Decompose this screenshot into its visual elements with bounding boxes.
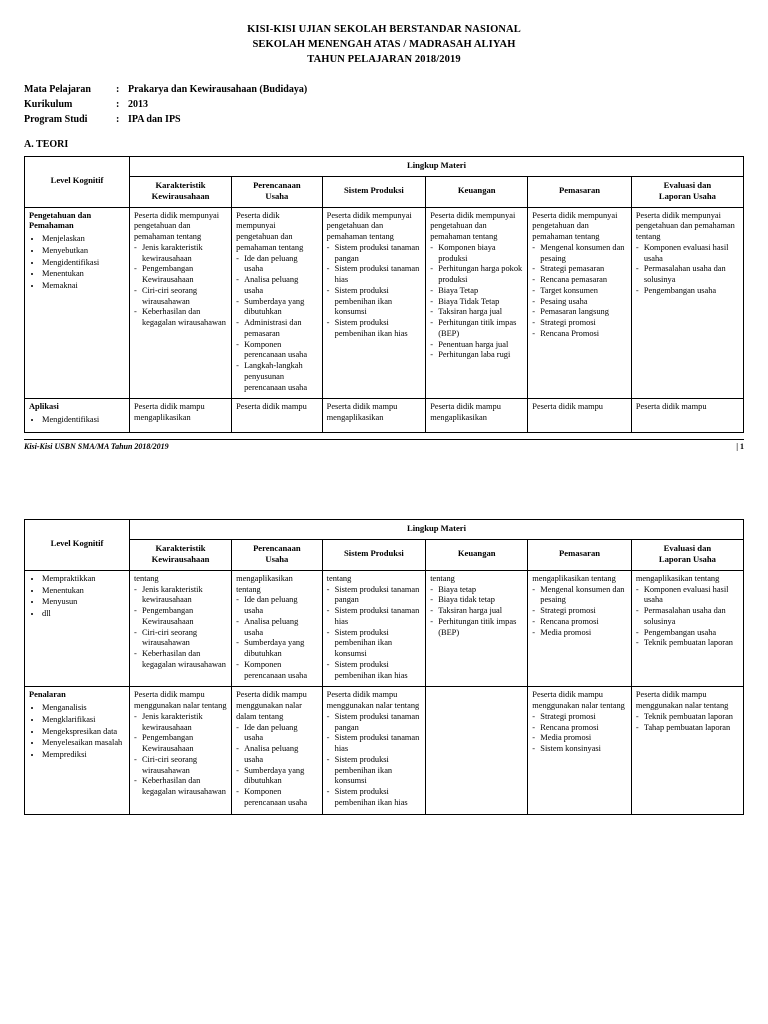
list-item: - Pengembangan Kewirausahaan	[134, 733, 227, 755]
list-item: - Pengembangan Kewirausahaan	[134, 606, 227, 628]
cell-sistem-produksi-aplikasi: Peserta didik mampu mengaplikasikan	[322, 399, 426, 433]
cell-sistem-produksi-pengetahuan	[322, 207, 426, 399]
meta-label-subject: Mata Pelajaran	[24, 83, 91, 95]
list-item: - Media promosi	[532, 733, 627, 744]
list-item: - Administrasi dan pemasaran	[236, 318, 318, 340]
list-item: • Menyelesaikan masalah	[42, 738, 125, 749]
cell-dash-list	[134, 585, 227, 671]
list-item: - Jenis karakteristik kewirausahaan	[134, 243, 227, 265]
list-item: - Biaya tidak tetap	[430, 595, 523, 606]
list-item: - Sistem produksi pembenihan ikan hias	[327, 787, 422, 809]
list-item: • Menentukan	[42, 586, 125, 597]
cell-intro: Peserta didik mampu menggunakan nalar dalam tentang	[236, 690, 307, 721]
list-item: - Komponen perencanaan usaha	[236, 787, 318, 809]
list-item: - Keberhasilan dan kegagalan wirausahawan	[134, 649, 227, 671]
list-item: • Mempraktikkan	[42, 574, 125, 585]
cell-perencanaan-penalaran	[232, 687, 323, 814]
cell-dash-list	[327, 243, 422, 340]
list-item: - Sistem produksi pembenihan ikan hias	[327, 318, 422, 340]
table-row	[25, 570, 744, 687]
cell-sistem-produksi-penalaran	[322, 687, 426, 814]
cell-intro: tentang	[430, 573, 455, 583]
list-item: - Keberhasilan dan kegagalan wirausahawan	[134, 776, 227, 798]
document-page-1	[0, 0, 768, 461]
list-item: - Komponen perencanaan usaha	[236, 340, 318, 362]
cell-intro: mengaplikasikan tentang	[635, 573, 720, 583]
list-item: • Mengklarifikasi	[42, 715, 125, 726]
cell-karakteristik-pengetahuan	[129, 207, 231, 399]
table-header-row-sub	[25, 539, 744, 570]
table-header-row-top	[25, 156, 744, 176]
list-item: - Sistem produksi tanaman pangan	[327, 585, 422, 607]
level-title: Aplikasi	[29, 402, 59, 412]
list-item: - Strategi promosi	[532, 712, 627, 723]
cell-karakteristik-aplikasi: Peserta didik mampu mengaplikasikan	[129, 399, 231, 433]
page-number: | 1	[736, 441, 744, 451]
header-line-2: SEKOLAH MENENGAH ATAS / MADRASAH ALIYAH	[252, 39, 516, 51]
list-item: - Sistem produksi pembenihan ikan hias	[327, 660, 422, 682]
header-keuangan: Keuangan	[426, 539, 528, 570]
list-item: - Sumberdaya yang dibutuhkan	[236, 638, 318, 660]
kisi-table-page-1	[24, 156, 744, 433]
list-item: - Permasalahan usaha dan solusinya	[636, 264, 739, 286]
header-col2-line2: Usaha	[265, 553, 289, 564]
list-item: - Penentuan harga jual	[430, 340, 523, 351]
cell-dash-list	[134, 712, 227, 798]
cell-evaluasi-pengetahuan	[631, 207, 743, 399]
table-row	[25, 207, 744, 399]
level-bullet-list	[29, 703, 125, 761]
list-item: - Sistem produksi tanaman hias	[327, 606, 422, 628]
list-item: • Memaknai	[42, 281, 125, 292]
list-item: - Permasalahan usaha dan solusinya	[636, 606, 739, 628]
cell-keuangan-penalaran	[426, 687, 528, 814]
header-level-kognitif: Level Kognitif	[25, 519, 130, 570]
list-item: - Biaya Tidak Tetap	[430, 297, 523, 308]
meta-value-curriculum: 2013	[128, 98, 148, 110]
page-break-spacer	[0, 461, 768, 519]
list-item: - Langkah-langkah penyusunan perencanaan usaha	[236, 361, 318, 393]
meta-row-curriculum	[24, 97, 744, 112]
header-col6-line2: Laporan Usaha	[658, 553, 716, 564]
list-item: - Sistem produksi tanaman hias	[327, 264, 422, 286]
cell-karakteristik-aplikasi-lanjutan	[129, 570, 231, 687]
list-item: - Rencana pemasaran	[532, 275, 627, 286]
cell-intro: Peserta didik mampu menggunakan nalar tentang	[133, 690, 227, 711]
list-item: - Ide dan peluang usaha	[236, 595, 318, 617]
list-item: - Perhitungan titik impas (BEP)	[430, 617, 523, 639]
meta-colon-program: :	[116, 113, 120, 125]
cell-intro: Peserta didik mempunyai pengetahuan dan pemahaman tentang	[635, 210, 735, 242]
list-item: - Tahap pembuatan laporan	[636, 723, 739, 734]
header-karakteristik-kewirausahaan	[129, 176, 231, 207]
list-item: - Rencana promosi	[532, 617, 627, 628]
cell-keuangan-pengetahuan	[426, 207, 528, 399]
cell-pemasaran-pengetahuan	[528, 207, 632, 399]
cell-intro: mengaplikasikan tentang	[236, 573, 293, 594]
header-col1-line1: Karakteristik	[155, 179, 206, 190]
meta-value-program: IPA dan IPS	[128, 113, 181, 125]
list-item: - Rencana promosi	[532, 723, 627, 734]
cell-dash-list	[636, 712, 739, 734]
list-item: - Media promosi	[532, 628, 627, 639]
document-page-2	[0, 519, 768, 845]
header-col1-line1: Karakteristik	[155, 542, 206, 553]
list-item: • Menyusun	[42, 597, 125, 608]
header-pemasaran: Pemasaran	[528, 539, 632, 570]
header-sistem-produksi: Sistem Produksi	[322, 539, 426, 570]
list-item: - Sistem produksi tanaman pangan	[327, 712, 422, 734]
list-item: - Pengembangan usaha	[636, 628, 739, 639]
cell-dash-list	[636, 243, 739, 297]
cell-dash-list	[532, 585, 627, 639]
list-item: - Mengenal konsumen dan pesaing	[532, 243, 627, 265]
meta-colon-curriculum: :	[116, 98, 120, 110]
header-evaluasi-laporan-usaha	[631, 176, 743, 207]
cell-dash-list	[532, 243, 627, 340]
meta-row-program	[24, 112, 744, 127]
cell-level-aplikasi	[25, 399, 130, 433]
cell-intro: Peserta didik mempunyai pengetahuan dan pemahaman tentang	[236, 210, 304, 252]
header-sistem-produksi: Sistem Produksi	[322, 176, 426, 207]
list-item: - Taksiran harga jual	[430, 307, 523, 318]
cell-pemasaran-penalaran	[528, 687, 632, 814]
cell-evaluasi-aplikasi-lanjutan	[631, 570, 743, 687]
list-item: • Menganalisis	[42, 703, 125, 714]
cell-dash-list	[430, 585, 523, 639]
list-item: - Strategi promosi	[532, 606, 627, 617]
table-header-row-sub	[25, 176, 744, 207]
cell-intro: tentang	[326, 573, 352, 583]
cell-perencanaan-pengetahuan	[232, 207, 323, 399]
level-bullet-list	[29, 574, 125, 620]
cell-dash-list	[430, 243, 523, 361]
meta-value-subject: Prakarya dan Kewirausahaan (Budidaya)	[128, 83, 308, 95]
list-item: - Pesaing usaha	[532, 297, 627, 308]
cell-sistem-produksi-aplikasi-lanjutan	[322, 570, 426, 687]
header-keuangan: Keuangan	[426, 176, 528, 207]
cell-intro: Peserta didik mempunyai pengetahuan dan pemahaman tentang	[532, 210, 618, 242]
list-item: - Strategi pemasaran	[532, 264, 627, 275]
list-item: - Sistem produksi pembenihan ikan konsumsi	[327, 286, 422, 318]
header-col2-line2: Usaha	[265, 190, 289, 201]
list-item: - Pemasaran langsung	[532, 307, 627, 318]
list-item: - Biaya Tetap	[430, 286, 523, 297]
list-item: - Komponen evaluasi hasil usaha	[636, 243, 739, 265]
list-item: • Menjelaskan	[42, 234, 125, 245]
level-bullet-list	[29, 234, 125, 292]
cell-level-aplikasi-lanjutan	[25, 570, 130, 687]
cell-intro: Peserta didik mampu menggunakan nalar tentang	[635, 690, 729, 711]
list-item: - Teknik pembuatan laporan	[636, 638, 739, 649]
list-item: - Perhitungan laba rugi	[430, 350, 523, 361]
table-row	[25, 399, 744, 433]
cell-pemasaran-aplikasi-lanjutan	[528, 570, 632, 687]
list-item: - Analisa peluang usaha	[236, 275, 318, 297]
meta-label-program: Program Studi	[24, 113, 88, 125]
list-item: - Teknik pembuatan laporan	[636, 712, 739, 723]
list-item: - Sistem produksi tanaman pangan	[327, 243, 422, 265]
cell-evaluasi-aplikasi: Peserta didik mampu	[631, 399, 743, 433]
list-item: - Sumberdaya yang dibutuhkan	[236, 297, 318, 319]
cell-intro: mengaplikasikan tentang	[532, 573, 616, 583]
header-col6-line2: Laporan Usaha	[658, 190, 716, 201]
cell-intro: Peserta didik mempunyai pengetahuan dan pemahaman tentang	[133, 210, 220, 242]
list-item: • Mengidentifikasi	[42, 258, 125, 269]
cell-dash-list	[236, 595, 318, 681]
header-karakteristik-kewirausahaan	[129, 539, 231, 570]
cell-level-pengetahuan-pemahaman	[25, 207, 130, 399]
list-item: - Mengenal konsumen dan pesaing	[532, 585, 627, 607]
list-item: - Strategi promosi	[532, 318, 627, 329]
cell-perencanaan-aplikasi: Peserta didik mampu	[232, 399, 323, 433]
cell-intro: Peserta didik mampu menggunakan nalar tentang	[532, 690, 625, 711]
header-line-1: KISI-KISI UJIAN SEKOLAH BERSTANDAR NASIONAL	[247, 24, 521, 35]
list-item: - Pengembangan usaha	[636, 286, 739, 297]
list-item: - Biaya tetap	[430, 585, 523, 596]
document-metadata	[24, 82, 744, 127]
list-item: - Sistem konsinyasi	[532, 744, 627, 755]
cell-dash-list	[236, 254, 318, 394]
level-title: Pengetahuan dan Pemahaman	[29, 210, 92, 231]
list-item: - Analisa peluang usaha	[236, 744, 318, 766]
list-item: - Ide dan peluang usaha	[236, 723, 318, 745]
list-item: • Mengekspresikan data	[42, 727, 125, 738]
list-item: - Jenis karakteristik kewirausahaan	[134, 585, 227, 607]
list-item: - Komponen perencanaan usaha	[236, 660, 318, 682]
cell-dash-list	[636, 585, 739, 650]
cell-intro: tentang	[133, 573, 159, 583]
footer-text: Kisi-Kisi USBN SMA/MA Tahun 2018/2019	[24, 441, 169, 451]
document-header	[24, 22, 744, 68]
list-item: - Sumberdaya yang dibutuhkan	[236, 766, 318, 788]
cell-intro: Peserta didik mampu menggunakan nalar tentang	[326, 690, 420, 711]
list-item: - Target konsumen	[532, 286, 627, 297]
list-item: • Menentukan	[42, 269, 125, 280]
header-pemasaran: Pemasaran	[528, 176, 632, 207]
cell-level-penalaran	[25, 687, 130, 814]
list-item: - Perhitungan harga pokok produksi	[430, 264, 523, 286]
header-lingkup-materi: Lingkup Materi	[129, 519, 743, 539]
meta-colon-subject: :	[116, 83, 120, 95]
level-title: Penalaran	[29, 690, 66, 700]
cell-karakteristik-penalaran	[129, 687, 231, 814]
cell-dash-list	[327, 712, 422, 809]
cell-keuangan-aplikasi-lanjutan	[426, 570, 528, 687]
cell-dash-list	[134, 243, 227, 329]
header-col1-line2: Kewirausahaan	[151, 190, 210, 201]
table-row	[25, 687, 744, 814]
cell-keuangan-aplikasi: Peserta didik mampu mengaplikasikan	[426, 399, 528, 433]
header-col6-line1: Evaluasi dan	[663, 542, 712, 553]
page-footer-1	[24, 439, 744, 451]
header-perencanaan-usaha	[232, 176, 323, 207]
header-line-3: TAHUN PELAJARAN 2018/2019	[307, 54, 461, 66]
kisi-table-page-2	[24, 519, 744, 815]
list-item: - Taksiran harga jual	[430, 606, 523, 617]
header-evaluasi-laporan-usaha	[631, 539, 743, 570]
list-item: - Jenis karakteristik kewirausahaan	[134, 712, 227, 734]
cell-dash-list	[532, 712, 627, 755]
cell-perencanaan-aplikasi-lanjutan	[232, 570, 323, 687]
cell-evaluasi-penalaran	[631, 687, 743, 814]
header-col1-line2: Kewirausahaan	[151, 553, 210, 564]
meta-label-curriculum: Kurikulum	[24, 98, 73, 110]
section-title-teori: A. TEORI	[24, 138, 69, 150]
list-item: - Komponen biaya produksi	[430, 243, 523, 265]
cell-intro: Peserta didik mempunyai pengetahuan dan pemahaman tentang	[430, 210, 516, 242]
header-lingkup-materi: Lingkup Materi	[129, 156, 743, 176]
header-level-kognitif: Level Kognitif	[25, 156, 130, 207]
list-item: - Sistem produksi pembenihan ikan konsumsi	[327, 755, 422, 787]
list-item: • Memprediksi	[42, 750, 125, 761]
cell-intro: Peserta didik mempunyai pengetahuan dan pemahaman tentang	[326, 210, 412, 242]
header-col2-line1: Perencanaan	[253, 542, 301, 553]
list-item: - Ciri-ciri seorang wirausahawan	[134, 628, 227, 650]
list-item: • Mengidentifikasi	[42, 415, 125, 426]
cell-dash-list	[236, 723, 318, 809]
meta-row-subject	[24, 82, 744, 97]
list-item: - Pengembangan Kewirausahaan	[134, 264, 227, 286]
list-item: - Keberhasilan dan kegagalan wirausahawan	[134, 307, 227, 329]
cell-pemasaran-aplikasi: Peserta didik mampu	[528, 399, 632, 433]
list-item: • dll	[42, 609, 125, 620]
level-bullet-list	[29, 415, 125, 426]
list-item: - Ide dan peluang usaha	[236, 254, 318, 276]
list-item: - Sistem produksi tanaman hias	[327, 733, 422, 755]
list-item: - Komponen evaluasi hasil usaha	[636, 585, 739, 607]
list-item: - Rencana Promosi	[532, 329, 627, 340]
list-item: - Perhitungan titik impas (BEP)	[430, 318, 523, 340]
list-item: - Analisa peluang usaha	[236, 617, 318, 639]
list-item: - Ciri-ciri seorang wirausahawan	[134, 755, 227, 777]
list-item: - Ciri-ciri seorang wirausahawan	[134, 286, 227, 308]
header-perencanaan-usaha	[232, 539, 323, 570]
header-col6-line1: Evaluasi dan	[663, 179, 712, 190]
list-item: • Menyebutkan	[42, 246, 125, 257]
table-header-row-top	[25, 519, 744, 539]
list-item: - Sistem produksi pembenihan ikan konsumsi	[327, 628, 422, 660]
cell-dash-list	[327, 585, 422, 682]
header-col2-line1: Perencanaan	[253, 179, 301, 190]
